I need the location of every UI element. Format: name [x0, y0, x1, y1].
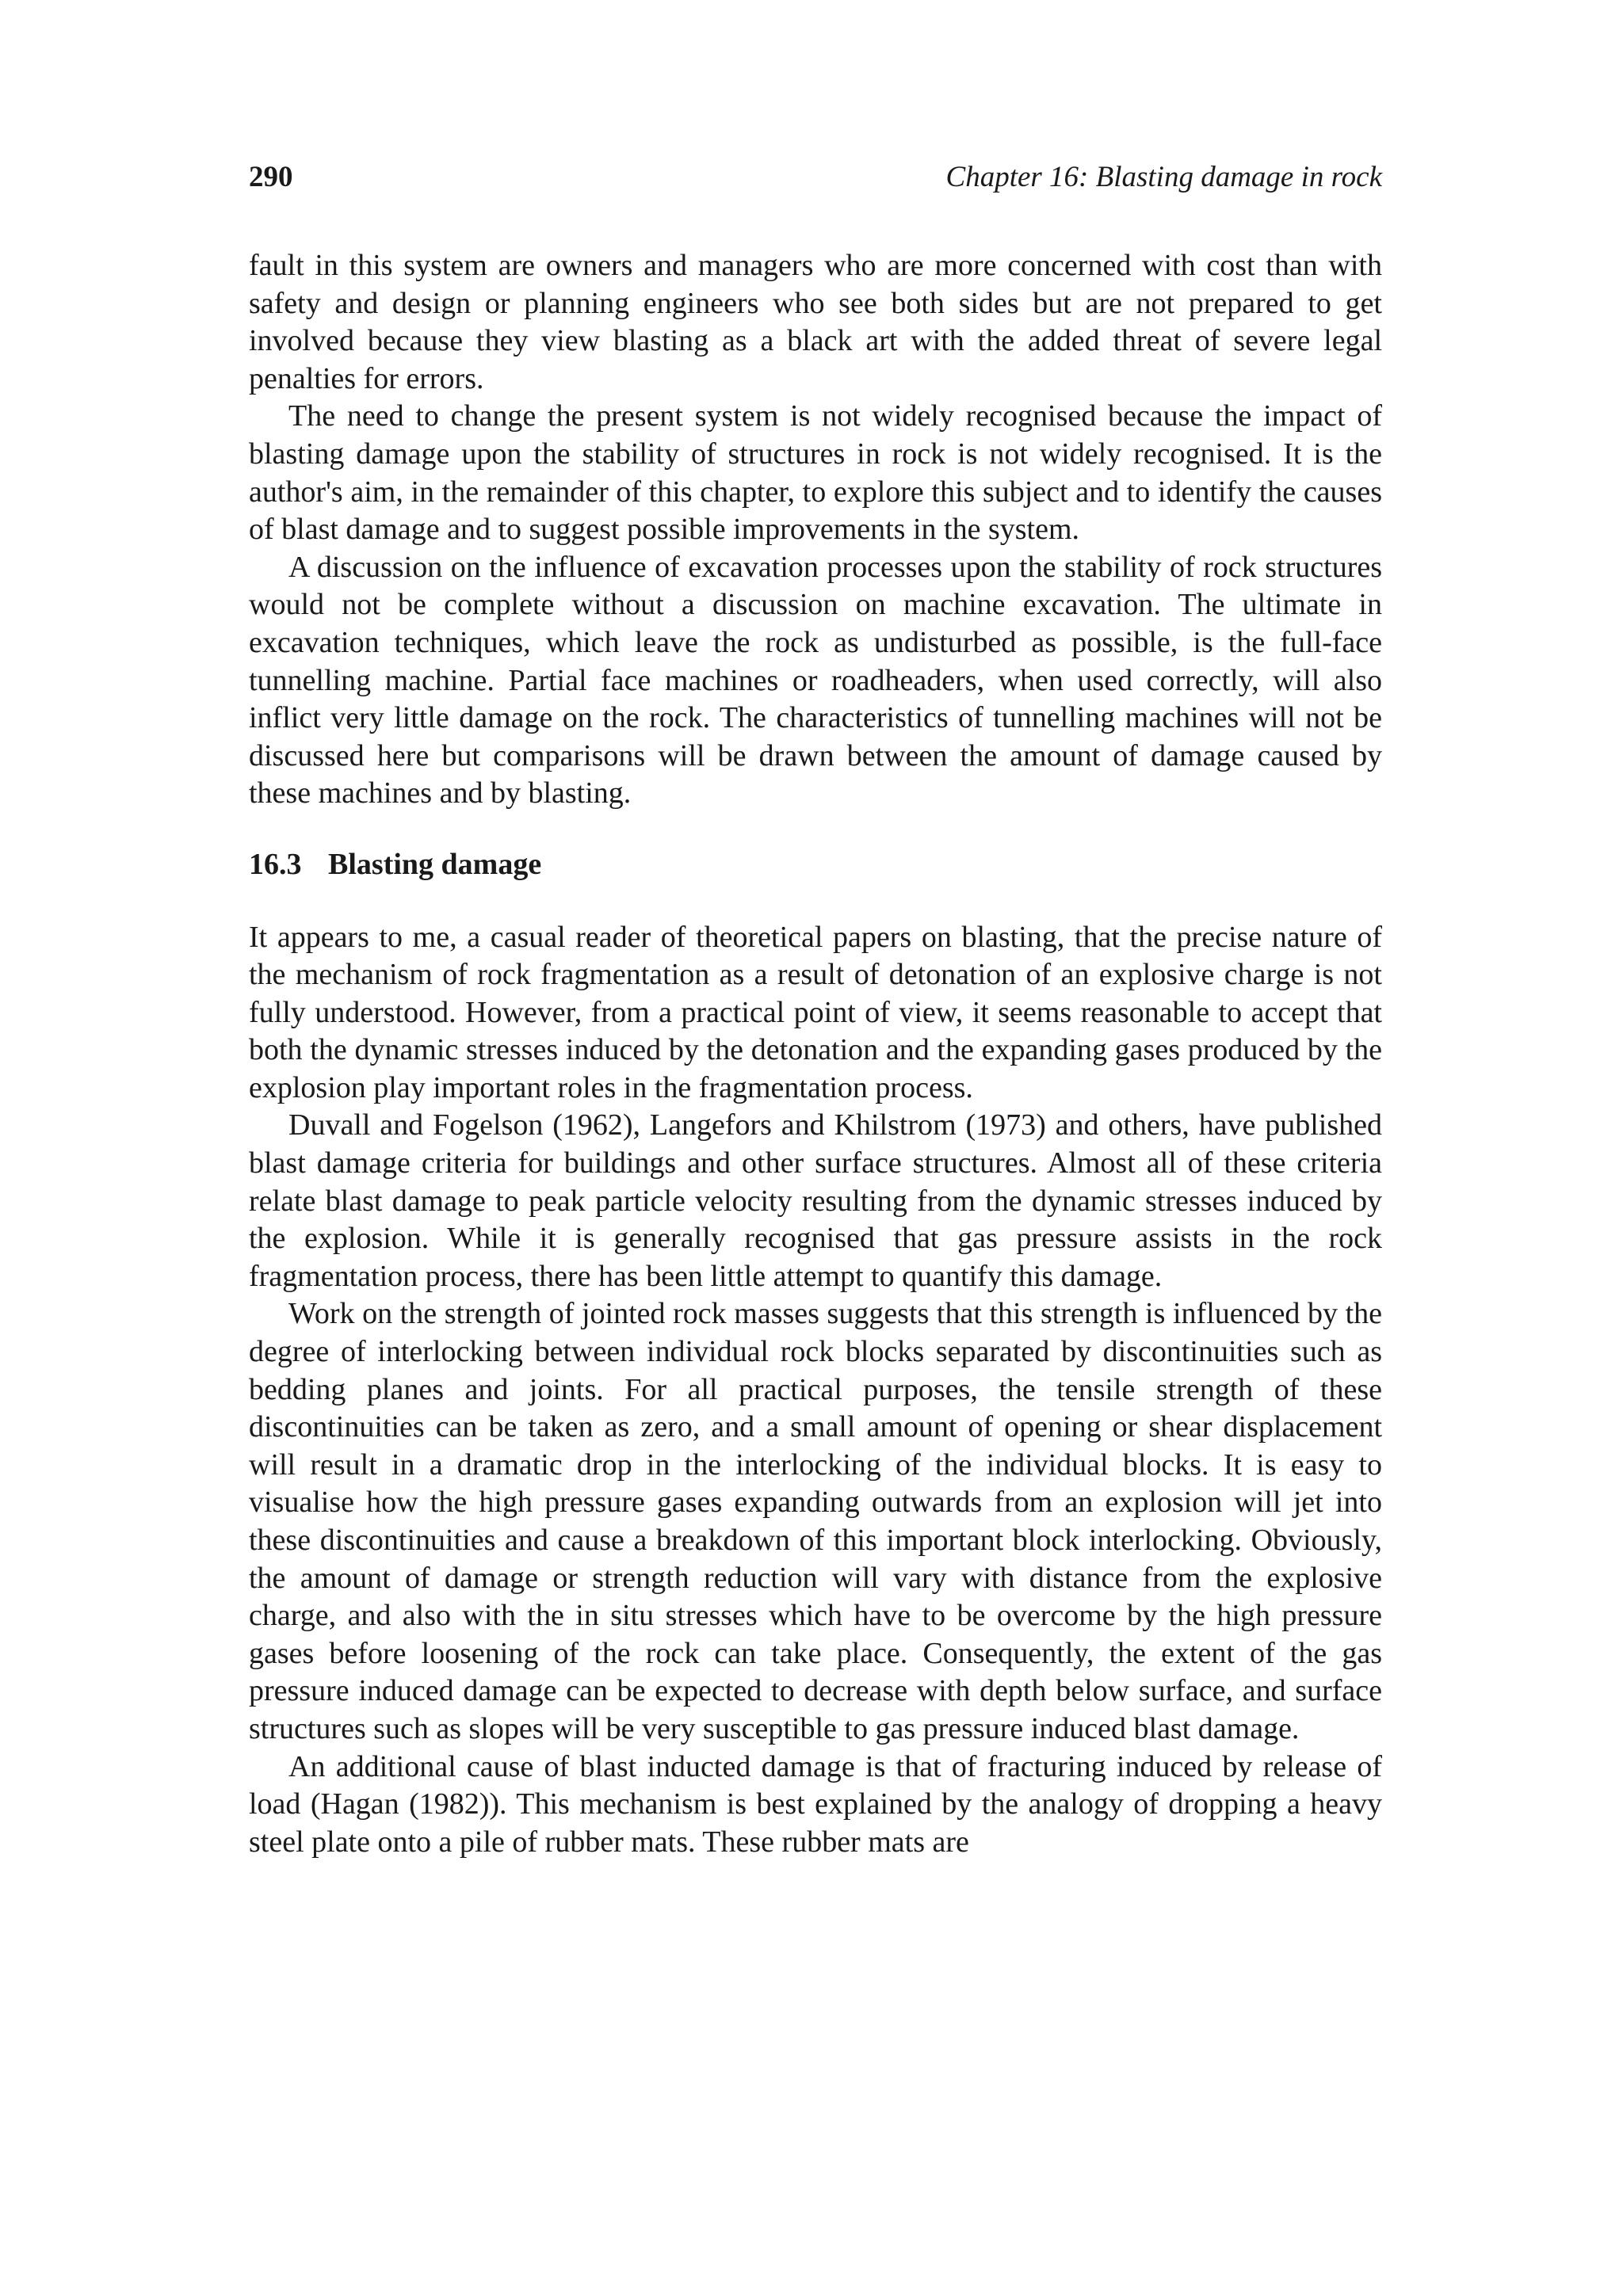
- paragraph-continued: fault in this system are owners and managers who are more concerned with cost than with safety and design or planning engineers who see both sides but are not prepared to get involved because they view blasting as a black art with the added threat of severe legal penalties for errors.: [249, 249, 1382, 395]
- paragraph: Duvall and Fogelson (1962), Langefors and Khilstrom (1973) and others, have published blast damage criteria for buildings and other surface structures. Almost all of these criteria relate blast damage to peak particle velocity resulting from the dynamic stresses induced by the explosion. While it is generally recognised that gas pressure assists in the rock fragmentation process, there has been little attempt to quantify this damage.: [249, 1108, 1382, 1293]
- paragraph: It appears to me, a casual reader of theoretical papers on blasting, that the precise nature of the mechanism of rock fragmentation as a result of detonation of an explosive charge is not fully understood. However, from a practical point of view, it seems reasonable to accept that both the dynamic stresses induced by the detonation and the expanding gases produced by the explosion play important roles in the fragmentation process.: [249, 920, 1382, 1104]
- section-number: 16.3: [249, 847, 302, 881]
- section-heading: [249, 846, 1382, 884]
- paragraph: The need to change the present system is not widely recognised because the impact of blasting damage upon the stability of structures in rock is not widely recognised. It is the author's aim, in the remainder of this chapter, to explore this subject and to identify the causes of blast damage and to suggest possible improvements in the system.: [249, 399, 1382, 547]
- paragraph: A discussion on the influence of excavation processes upon the stability of rock structures would not be complete without a discussion on machine excavation. The ultimate in excavation techniques, which leave the rock as undisturbed as possible, is the full-face tunnelling machine. Partial face machines or roadheaders, when used correctly, will also inflict very little damage on the rock. The characteristics of tunnelling machines will not be discussed here but comparisons will be drawn between the amount of damage caused by these machines and by blasting.: [249, 550, 1382, 810]
- chapter-title: Chapter 16: Blasting damage in rock: [945, 161, 1382, 193]
- paragraph: An additional cause of blast inducted damage is that of fracturing induced by release of load (Hagan (1982)). This mechanism is best explained by the analogy of dropping a heavy steel plate onto a pile of rubber mats. These rubber mats are: [249, 1749, 1382, 1859]
- body-text: [249, 247, 1382, 1861]
- page-number: 290: [249, 161, 293, 193]
- paragraph: Work on the strength of jointed rock masses suggests that this strength is influenced by the degree of interlocking between individual rock blocks separated by discontinuities such as bedding planes and joints. For all practical purposes, the tensile strength of these discontinuities can be taken as zero, and a small amount of opening or shear displacement will result in a dramatic drop in the interlocking of the individual blocks. It is easy to visualise how the high pressure gases expanding outwards from an explosion will jet into these discontinuities and cause a breakdown of this important block interlocking. Obviously, the amount of damage or strength reduction will vary with distance from the explosive charge, and also with the in situ stresses which have to be overcome by the high pressure gases before loosening of the rock can take place. Consequently, the extent of the gas pressure induced damage can be expected to decrease with depth below surface, and surface structures such as slopes will be very susceptible to gas pressure induced blast damage.: [249, 1297, 1382, 1745]
- running-header: [249, 155, 1382, 200]
- section-title: Blasting damage: [328, 847, 542, 881]
